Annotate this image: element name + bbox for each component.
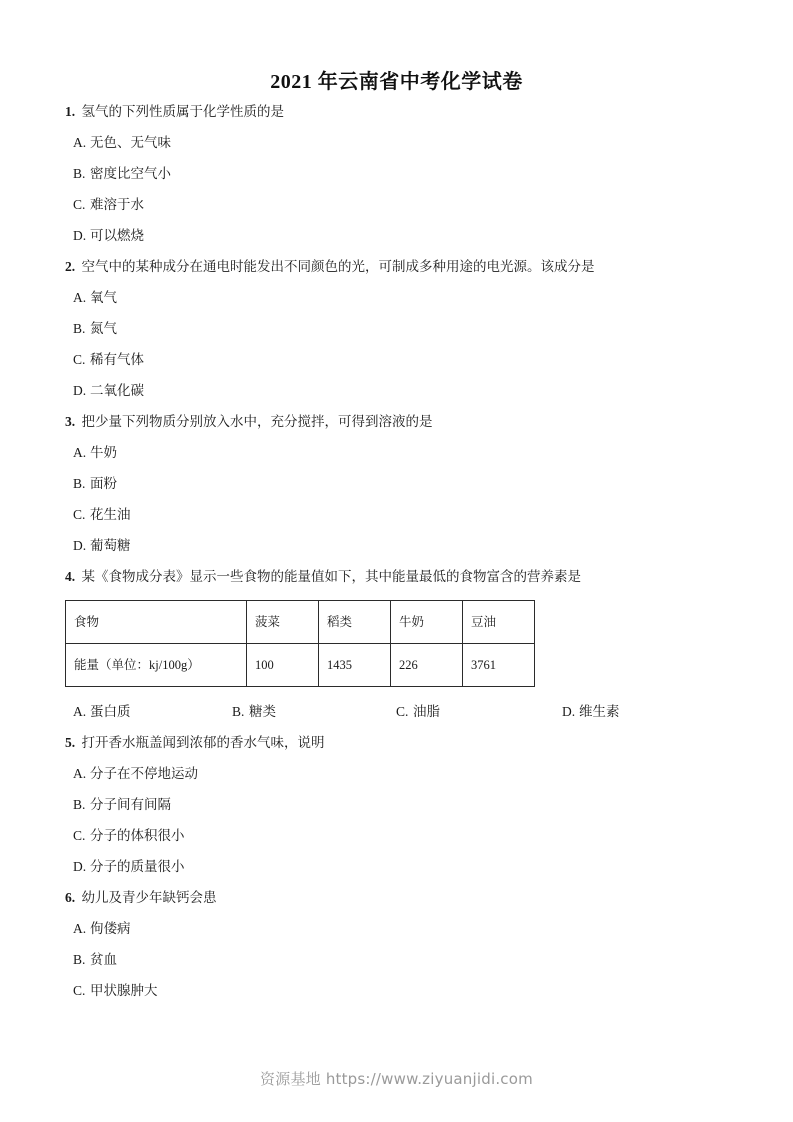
option-letter: D. [73, 538, 87, 553]
option-text: 面粉 [90, 476, 117, 491]
question-number: 6. [65, 890, 76, 905]
question-stem-text: 氢气的下列性质属于化学性质的是 [81, 104, 284, 119]
option-letter: B. [73, 797, 86, 812]
option-text: 糖类 [249, 704, 276, 719]
option-item[interactable] [65, 290, 730, 306]
option-letter: C. [396, 704, 409, 719]
table-column-header: 稻类 [319, 601, 391, 644]
question-block [65, 259, 730, 399]
option-letter: A. [73, 704, 87, 719]
option-letter: D. [73, 383, 87, 398]
question-stem-text: 把少量下列物质分别放入水中，充分搅拌，可得到溶液的是 [81, 414, 433, 429]
table-cell-value: 100 [247, 644, 319, 687]
option-letter: C. [73, 983, 86, 998]
option-letter: A. [73, 445, 87, 460]
question-stem [65, 735, 730, 751]
option-letter: D. [73, 228, 87, 243]
option-text: 二氧化碳 [90, 383, 144, 398]
option-item[interactable] [65, 983, 730, 999]
option-item[interactable] [65, 476, 730, 492]
option-text: 难溶于水 [90, 197, 144, 212]
option-item[interactable] [65, 321, 730, 337]
question-number: 4. [65, 569, 76, 584]
option-letter: A. [73, 135, 87, 150]
option-text: 维生素 [579, 704, 620, 719]
option-item[interactable] [65, 228, 730, 244]
option-text: 佝偻病 [90, 921, 131, 936]
option-item[interactable] [65, 921, 730, 937]
food-energy-table [65, 600, 535, 687]
option-letter: C. [73, 507, 86, 522]
option-item[interactable] [65, 828, 730, 844]
option-item[interactable] [65, 352, 730, 368]
option-letter: B. [73, 166, 86, 181]
option-text: 油脂 [413, 704, 440, 719]
option-text: 葡萄糖 [90, 538, 131, 553]
question-block [65, 569, 730, 720]
table-row-label: 能量（单位：kj/100g） [66, 644, 247, 687]
option-item[interactable] [73, 704, 131, 720]
option-text: 氮气 [90, 321, 117, 336]
question-number: 1. [65, 104, 76, 119]
table-row-label: 食物 [66, 601, 247, 644]
option-letter: A. [73, 921, 87, 936]
option-text: 蛋白质 [90, 704, 131, 719]
option-item[interactable] [65, 766, 730, 782]
option-item[interactable] [65, 952, 730, 968]
table-wrapper [65, 600, 730, 687]
question-stem [65, 259, 730, 275]
option-text: 分子在不停地运动 [90, 766, 198, 781]
question-stem-text: 某《食物成分表》显示一些食物的能量值如下，其中能量最低的食物富含的营养素是 [81, 569, 581, 584]
option-letter: B. [73, 952, 86, 967]
question-block [65, 890, 730, 999]
question-number: 5. [65, 735, 76, 750]
option-letter: A. [73, 766, 87, 781]
question-stem [65, 890, 730, 906]
option-item[interactable] [65, 538, 730, 554]
option-text: 稀有气体 [90, 352, 144, 367]
option-item[interactable] [396, 704, 440, 720]
question-stem [65, 569, 730, 585]
option-item[interactable] [65, 797, 730, 813]
option-item[interactable] [65, 197, 730, 213]
table-cell-value: 226 [391, 644, 463, 687]
option-letter: D. [562, 704, 576, 719]
option-row [65, 704, 730, 720]
option-text: 甲状腺肿大 [90, 983, 158, 998]
option-text: 密度比空气小 [90, 166, 171, 181]
option-item[interactable] [65, 166, 730, 182]
table-row [66, 644, 535, 687]
option-letter: B. [73, 321, 86, 336]
option-item[interactable] [65, 445, 730, 461]
table-column-header: 菠菜 [247, 601, 319, 644]
option-item[interactable] [232, 704, 276, 720]
option-text: 贫血 [90, 952, 117, 967]
option-text: 分子间有间隔 [90, 797, 171, 812]
table-row [66, 601, 535, 644]
table-column-header: 豆油 [463, 601, 535, 644]
option-item[interactable] [562, 704, 620, 720]
question-stem-text: 打开香水瓶盖闻到浓郁的香水气味，说明 [81, 735, 325, 750]
question-block [65, 735, 730, 875]
option-text: 氧气 [90, 290, 117, 305]
question-number: 3. [65, 414, 76, 429]
option-item[interactable] [65, 507, 730, 523]
option-letter: B. [232, 704, 245, 719]
option-text: 花生油 [90, 507, 131, 522]
question-stem-text: 空气中的某种成分在通电时能发出不同颜色的光，可制成多种用途的电光源。该成分是 [81, 259, 595, 274]
question-block [65, 414, 730, 554]
option-letter: C. [73, 352, 86, 367]
option-item[interactable] [65, 859, 730, 875]
option-letter: A. [73, 290, 87, 305]
question-block [65, 104, 730, 244]
table-cell-value: 3761 [463, 644, 535, 687]
option-letter: D. [73, 859, 87, 874]
option-text: 可以燃烧 [90, 228, 144, 243]
question-list [65, 104, 730, 1014]
question-number: 2. [65, 259, 76, 274]
option-text: 无色、无气味 [90, 135, 171, 150]
page-title: 2021 年云南省中考化学试卷 [270, 71, 523, 93]
table-column-header: 牛奶 [391, 601, 463, 644]
footer-watermark: 资源基地 https://www.ziyuanjidi.com [260, 1070, 533, 1088]
option-text: 分子的质量很小 [90, 859, 185, 874]
option-item[interactable] [65, 135, 730, 151]
option-text: 分子的体积很小 [90, 828, 185, 843]
option-letter: B. [73, 476, 86, 491]
question-stem [65, 414, 730, 430]
option-text: 牛奶 [90, 445, 117, 460]
option-letter: C. [73, 197, 86, 212]
question-stem-text: 幼儿及青少年缺钙会患 [81, 890, 217, 905]
question-stem [65, 104, 730, 120]
option-item[interactable] [65, 383, 730, 399]
table-cell-value: 1435 [319, 644, 391, 687]
option-letter: C. [73, 828, 86, 843]
